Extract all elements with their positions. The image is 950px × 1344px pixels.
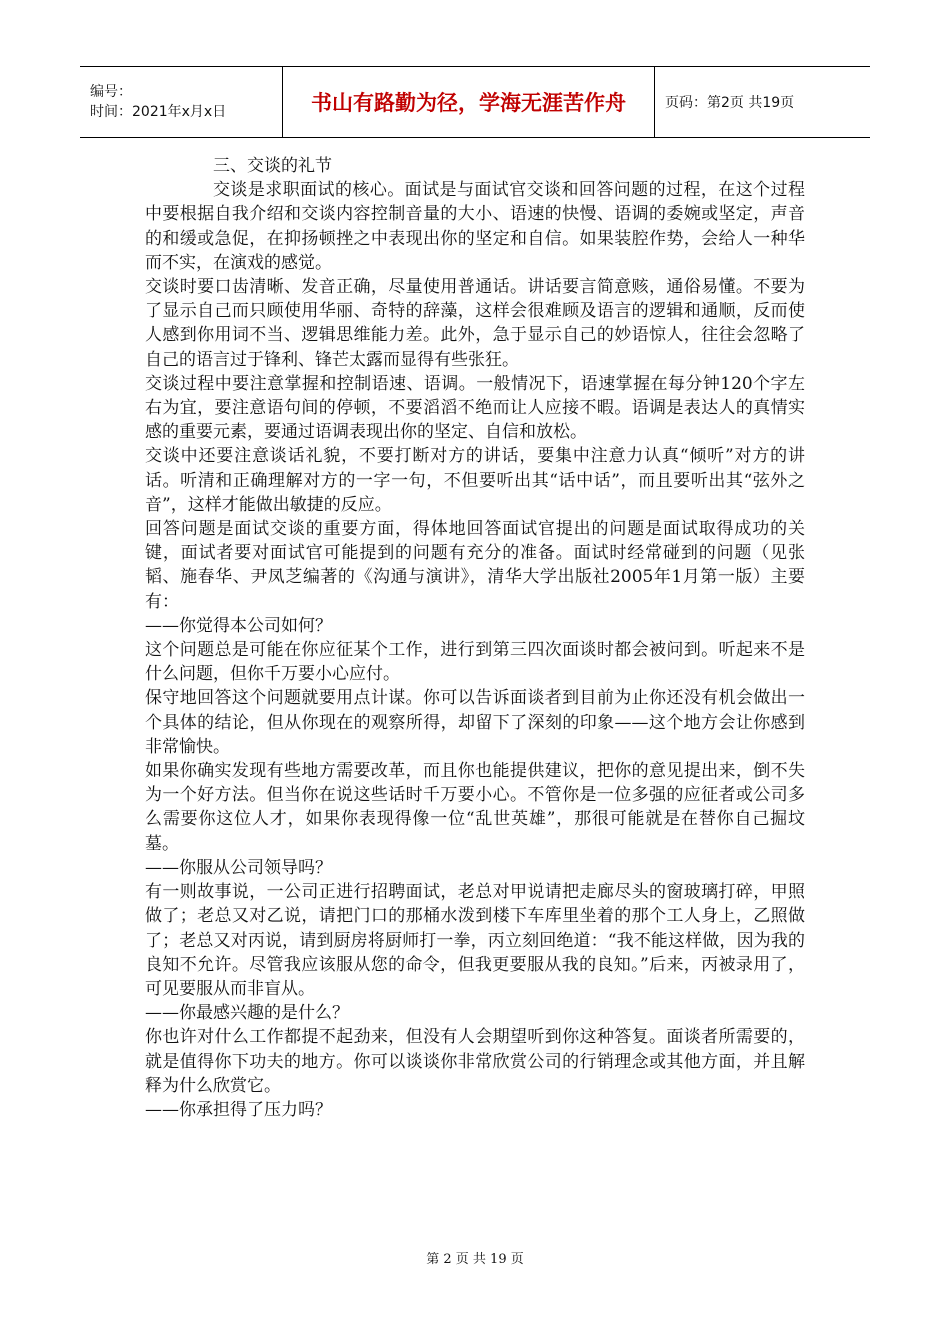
- paragraph: 如果你确实发现有些地方需要改革，而且你也能提供建议，把你的意见提出来，倒不失为一个好方法。但当你在说这些话时千万要小心。不管你是一位多强的应征者或公司多么需要你这位人才，如果你表现得像一位“乱世英雄”，那很可能就是在替你自己掘坟墓。: [145, 761, 805, 854]
- document-body: [145, 154, 805, 1122]
- header-motto: 书山有路勤为径，学海无涯苦作舟: [311, 91, 626, 115]
- document-time-label: 时间：2021年x月x日: [90, 104, 227, 120]
- question-heading: ——你承担得了压力吗？: [145, 1099, 332, 1120]
- paragraph: 这个问题总是可能在你应征某个工作，进行到第三四次面谈时都会被问到。听起来不是什么问题，但你千万要小心应付。: [145, 640, 805, 685]
- paragraph: 交谈时要口齿清晰、发音正确，尽量使用普通话。讲话要言简意赅，通俗易懂。不要为了显示自己而只顾使用华丽、奇特的辞藻，这样会很难顾及语言的逻辑和通顺，反而使人感到你用词不当、逻辑思维能力差。此外，急于显示自己的妙语惊人，往往会忽略了自己的语言过于锋利、锋芒太露而显得有些张狂。: [145, 277, 805, 370]
- question-heading: ——你服从公司领导吗？: [145, 857, 332, 878]
- header-page-number: 页码：第2页 共19页: [665, 95, 795, 111]
- page-header: [80, 66, 870, 138]
- paragraph: 保守地回答这个问题就要用点计谋。你可以告诉面谈者到目前为止你还没有机会做出一个具体的结论，但从你现在的观察所得，却留下了深刻的印象——这个地方会让你感到非常愉快。: [145, 688, 805, 757]
- header-page-cell: [655, 67, 870, 137]
- footer-page-number: 第 2 页 共 19 页: [426, 1252, 524, 1267]
- paragraph: 交谈中还要注意谈话礼貌，不要打断对方的讲话，要集中注意力认真“倾听”对方的讲话。听清和正确理解对方的一字一句，不但要听出其“话中话”，而且要听出其“弦外之音”，这样才能做出敏捷的反应。: [145, 446, 805, 515]
- paragraph: 有一则故事说，一公司正进行招聘面试，老总对甲说请把走廊尽头的窗玻璃打碎，甲照做了；老总又对乙说，请把门口的那桶水泼到楼下车库里坐着的那个工人身上，乙照做了；老总又对丙说，请到厨房将厨师打一拳，丙立刻回绝道：“我不能这样做，因为我的良知不允许。尽管我应该服从您的命令，但我更要服从我的良知。”后来，丙被录用了，可见要服从而非盲从。: [145, 882, 805, 999]
- document-number-label: 编号：: [90, 84, 132, 100]
- section-title: 三、交谈的礼节: [213, 156, 332, 176]
- header-meta: [80, 67, 283, 137]
- paragraph: 交谈是求职面试的核心。面试是与面试官交谈和回答问题的过程，在这个过程中要根据自我介绍和交谈内容控制音量的大小、语速的快慢、语调的委婉或坚定，声音的和缓或急促，在抑扬顿挫之中表现出你的坚定和自信。如果装腔作势，会给人一种华而不实，在演戏的感觉。: [145, 180, 805, 273]
- question-heading: ——你觉得本公司如何？: [145, 615, 332, 636]
- question-heading: ——你最感兴趣的是什么？: [145, 1003, 349, 1024]
- paragraph: 交谈过程中要注意掌握和控制语速、语调。一般情况下，语速掌握在每分钟120个字左右为宜，要注意语句间的停顿，不要滔滔不绝而让人应接不暇。语调是表达人的真情实感的重要元素，要通过语调表现出你的坚定、自信和放松。: [145, 373, 805, 443]
- paragraph: 你也许对什么工作都提不起劲来，但没有人会期望听到你这种答复。面谈者所需要的，就是值得你下功夫的地方。你可以谈谈你非常欣赏公司的行销理念或其他方面，并且解释为什么欣赏它。: [145, 1027, 805, 1096]
- paragraph: 回答问题是面试交谈的重要方面，得体地回答面试官提出的问题是面试取得成功的关键，面试者要对面试官可能提到的问题有充分的准备。面试时经常碰到的问题（见张韬、施春华、尹凤芝编著的《沟通与演讲》，清华大学出版社2005年1月第一版）主要有：: [145, 519, 805, 612]
- page-footer: [0, 1248, 950, 1267]
- header-motto-cell: [283, 67, 655, 137]
